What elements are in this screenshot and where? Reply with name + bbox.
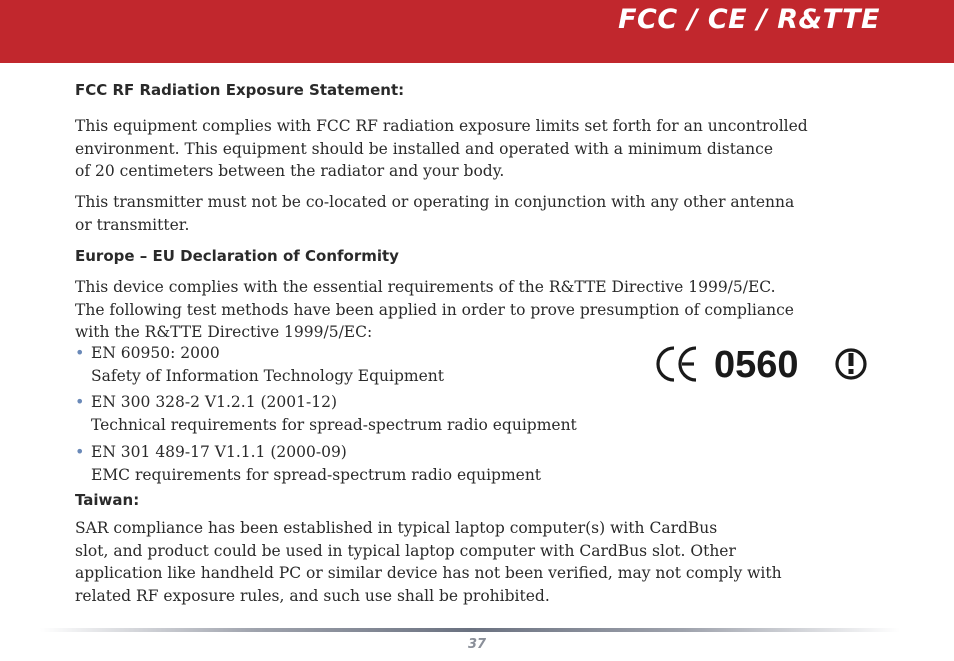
fcc-heading: FCC RF Radiation Exposure Statement: (75, 81, 405, 99)
standard-code: EN 301 489-17 V1.1.1 (2000-09) (91, 443, 347, 461)
europe-intro: This device complies with the essential requirements of the R&TTE Directive 1999/5/EC. The following test methods have been applied in order to prove presumption of compliance with the R&TTE Directive 1999/5/EC: (75, 278, 794, 341)
europe-heading: Europe – EU Declaration of Conformity (75, 247, 399, 265)
taiwan-heading: Taiwan: (75, 491, 140, 509)
standard-description: Technical requirements for spread-spectrum radio equipment (91, 415, 577, 434)
ce-mark-icon (658, 348, 696, 380)
bullet-icon: • (75, 392, 85, 411)
ce-marking (652, 340, 872, 388)
header-bar (0, 0, 954, 63)
standard-description: Safety of Information Technology Equipment (91, 366, 444, 385)
alert-class2-icon (837, 350, 865, 378)
standard-code: EN 60950: 2000 (91, 344, 220, 362)
standard-description: EMC requirements for spread-spectrum radio equipment (91, 465, 542, 484)
standard-code: EN 300 328-2 V1.2.1 (2001-12) (91, 393, 337, 411)
fcc-paragraph-1: This equipment complies with FCC RF radiation exposure limits set forth for an uncontrolled environment. This equipment should be installed and operated with a minimum distance of 20 centimeters between the radiator and your body. (75, 117, 808, 180)
bullet-icon: • (75, 343, 85, 362)
page-number: 37 (467, 637, 487, 652)
taiwan-paragraph: SAR compliance has been established in typical laptop computer(s) with CardBus slot, and product could be used in typical laptop computer with CardBus slot. Other application like handheld PC or similar device has not been verified, may not comply with related RF exposure rules, and such use shall be prohibited. (75, 519, 782, 605)
notified-body-number: 0560 (714, 344, 799, 386)
page-title: FCC / CE / R&TTE (618, 4, 880, 35)
fcc-paragraph-2: This transmitter must not be co-located or operating in conjunction with any other antenna or transmitter. (75, 193, 795, 234)
footer-divider (40, 628, 900, 632)
bullet-icon: • (75, 442, 85, 461)
